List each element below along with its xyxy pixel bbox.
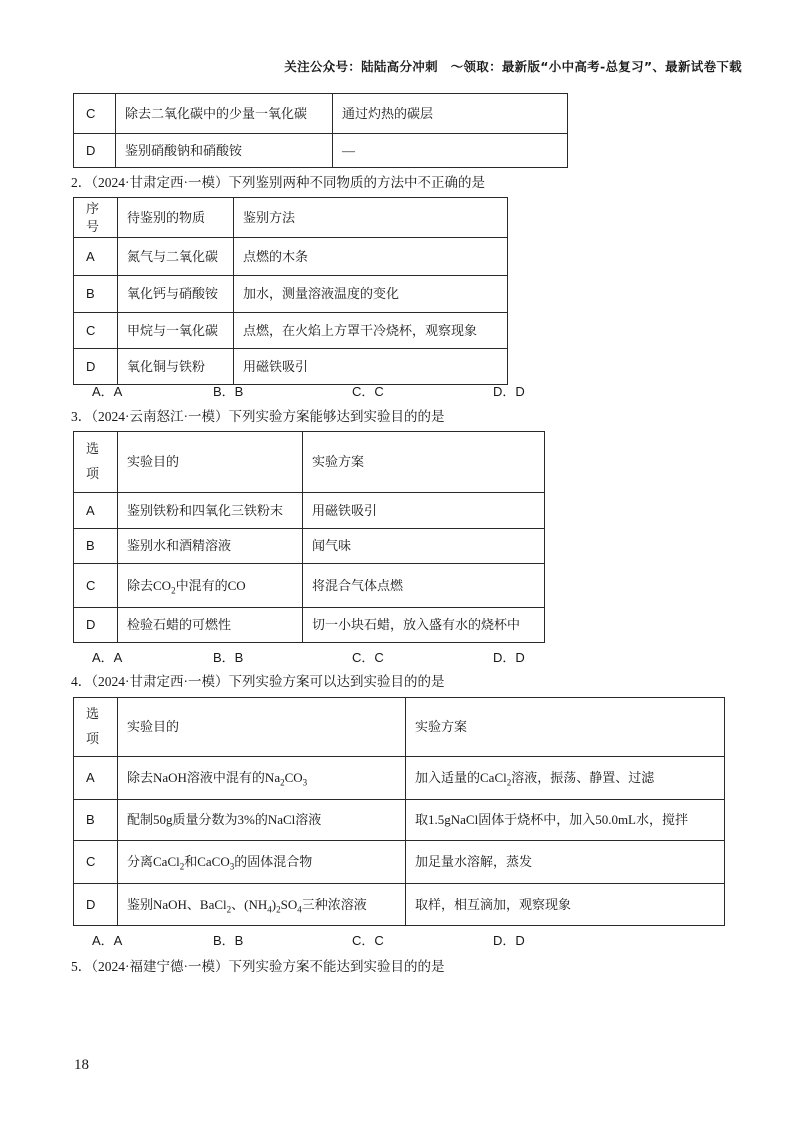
table-row xyxy=(74,313,508,349)
cell-substances: 氧化钙与硝酸铵 xyxy=(118,276,234,313)
cell-plan: 用磁铁吸引 xyxy=(303,493,545,529)
cell-option-label: B xyxy=(74,800,118,841)
cell-option-label: C xyxy=(74,313,118,349)
cell-method: 点燃的木条 xyxy=(234,238,508,276)
cell-option-label: C xyxy=(74,841,118,884)
question3-choices xyxy=(0,647,800,665)
cell-purpose: 鉴别NaOH、BaCl$_2$、$(NH_4)_2SO_4$三种浓溶液 xyxy=(118,884,406,926)
table-row xyxy=(74,564,545,608)
cell-option-label: C xyxy=(74,94,116,134)
choice-c: C．C xyxy=(352,384,384,399)
question3-table xyxy=(73,431,545,643)
cell-purpose: 分离CaCl$_2$和CaCO$_3$的固体混合物 xyxy=(118,841,406,884)
choice-b: B．B xyxy=(213,933,244,948)
page-number: 18 xyxy=(74,1057,89,1073)
cell-option-label: D xyxy=(74,134,116,168)
cell-option-label: C xyxy=(74,564,118,608)
cell-plan: 取样，相互滴加，观察现象 xyxy=(406,884,725,926)
table-header-row xyxy=(74,432,545,493)
question3-stem: 3．（2024·云南怒江·一模）下列实验方案能够达到实验目的的是 xyxy=(71,409,445,424)
table-row xyxy=(74,134,568,168)
cell-plan: 加足量水溶解，蒸发 xyxy=(406,841,725,884)
choice-a: A．A xyxy=(92,650,123,665)
table-row xyxy=(74,841,725,884)
cell-substances: 氧化铜与铁粉 xyxy=(118,349,234,385)
cell-plan: 将混合气体点燃 xyxy=(303,564,545,608)
choice-d: D．D xyxy=(493,384,525,399)
question2-table xyxy=(73,197,508,385)
cell-option-label: A xyxy=(74,757,118,800)
col-header-method: 鉴别方法 xyxy=(234,198,508,238)
table-row xyxy=(74,608,545,643)
table-row xyxy=(74,493,545,529)
table-header-row xyxy=(74,198,508,238)
cell-method: 通过灼热的碳层 xyxy=(333,94,568,134)
cell-method: 加水，测量溶液温度的变化 xyxy=(234,276,508,313)
cell-option-label: B xyxy=(74,529,118,564)
table-row xyxy=(74,276,508,313)
question5-stem: 5．（2024·福建宁德·一模）下列实验方案不能达到实验目的的是 xyxy=(71,959,445,974)
cell-option-label: A xyxy=(74,493,118,529)
question2-choices xyxy=(0,381,800,399)
cell-substances: 甲烷与一氧化碳 xyxy=(118,313,234,349)
col-header-plan: 实验方案 xyxy=(303,432,545,493)
choice-c: C．C xyxy=(352,650,384,665)
header-promo-text: 关注公众号：陆陆高分冲刺 ～领取：最新版“小中高考-总复习”、最新试卷下载 xyxy=(284,59,742,74)
col-header-index: 序号 xyxy=(74,198,118,238)
cell-method: 用磁铁吸引 xyxy=(234,349,508,385)
cell-purpose: 鉴别铁粉和四氧化三铁粉末 xyxy=(118,493,303,529)
question1-table-partial xyxy=(73,93,568,168)
cell-purpose: 鉴别水和酒精溶液 xyxy=(118,529,303,564)
cell-method: — xyxy=(333,134,568,168)
cell-option-label: D xyxy=(74,608,118,643)
table-row xyxy=(74,884,725,926)
question4-table xyxy=(73,697,725,926)
table-row xyxy=(74,94,568,134)
col-header-index: 选项 xyxy=(74,698,118,757)
table-row xyxy=(74,757,725,800)
col-header-purpose: 实验目的 xyxy=(118,698,406,757)
cell-plan: 取1.5gNaCl固体于烧杯中，加入50.0mL水，搅拌 xyxy=(406,800,725,841)
cell-option-label: B xyxy=(74,276,118,313)
cell-purpose: 配制50g质量分数为3%的NaCl溶液 xyxy=(118,800,406,841)
col-header-substances: 待鉴别的物质 xyxy=(118,198,234,238)
cell-purpose: 除去二氧化碳中的少量一氧化碳 xyxy=(116,94,333,134)
choice-a: A．A xyxy=(92,933,123,948)
cell-substances: 氮气与二氧化碳 xyxy=(118,238,234,276)
question2-stem: 2．（2024·甘肃定西·一模）下列鉴别两种不同物质的方法中不正确的是 xyxy=(71,175,485,190)
table-row xyxy=(74,238,508,276)
choice-d: D．D xyxy=(493,650,525,665)
table-row xyxy=(74,529,545,564)
cell-plan: 加入适量的CaCl$_2$溶液，振荡、静置、过滤 xyxy=(406,757,725,800)
cell-plan: 切一小块石蜡，放入盛有水的烧杯中 xyxy=(303,608,545,643)
cell-option-label: A xyxy=(74,238,118,276)
col-header-purpose: 实验目的 xyxy=(118,432,303,493)
col-header-plan: 实验方案 xyxy=(406,698,725,757)
cell-purpose: 除去NaOH溶液中混有的$Na_2CO_3$ xyxy=(118,757,406,800)
choice-a: A．A xyxy=(92,384,123,399)
question4-choices xyxy=(0,930,800,948)
cell-purpose: 鉴别硝酸钠和硝酸铵 xyxy=(116,134,333,168)
col-header-index: 选项 xyxy=(74,432,118,493)
choice-d: D．D xyxy=(493,933,525,948)
choice-c: C．C xyxy=(352,933,384,948)
cell-method: 点燃，在火焰上方罩干冷烧杯，观察现象 xyxy=(234,313,508,349)
cell-option-label: D xyxy=(74,349,118,385)
cell-option-label: D xyxy=(74,884,118,926)
table-row xyxy=(74,349,508,385)
choice-b: B．B xyxy=(213,384,244,399)
table-row xyxy=(74,800,725,841)
cell-purpose: 除去$CO_2$中混有的CO xyxy=(118,564,303,608)
cell-purpose: 检验石蜡的可燃性 xyxy=(118,608,303,643)
cell-plan: 闻气味 xyxy=(303,529,545,564)
question4-stem: 4．（2024·甘肃定西·一模）下列实验方案可以达到实验目的的是 xyxy=(71,674,445,689)
choice-b: B．B xyxy=(213,650,244,665)
table-header-row xyxy=(74,698,725,757)
